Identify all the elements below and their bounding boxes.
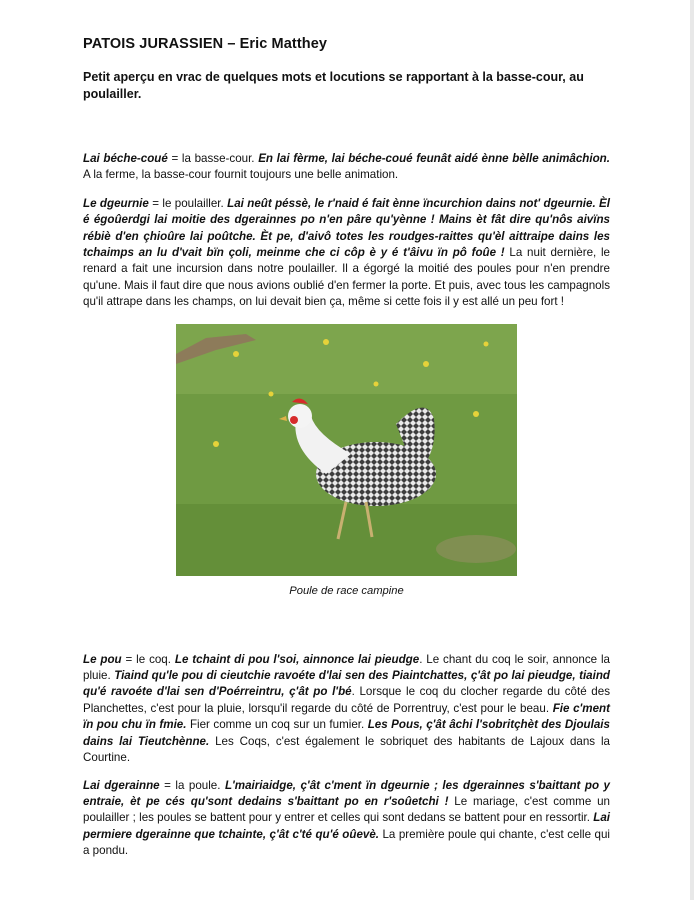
entry-patois: Lai neût péssè, le r'naid é fait ènne ïncurchion dains not' dgeurnie. Èl é égoûerdgi lai moitie des dgerainnes po n'en pâre qu'yènne ! Mains èt fât dire qu'nôs aivïns rébiè d'en çhioûre lai poûtche. Èt pe, d'aivô totes les roudges-raittes qu'èl aittraipe dains les tchaimps an lu d'vait bïn çoli, meinme che ci côp è y é t'âivu ïn pô foûe ! [83, 196, 610, 260]
translation-segment: . Lorsque le coq du clocher regarde du côté des Planchettes, c'est pour la pluie, lorsqu'il regarde du côté de Porrentruy, c'est pour le beau. [83, 685, 610, 715]
entry-term: Le dgeurnie [83, 196, 149, 210]
entry-text [83, 653, 610, 764]
hen-photo [176, 324, 517, 576]
patois-segment: Lai permiere dgerainne que tchainte, ç'ât c'té qu'é oûevè. [83, 811, 610, 841]
entry-translation: La nuit dernière, le renard a fait une incursion dans notre poulailler. Il a égorgé la moitié des poules pour n'en prendre qu'une. Mais il faut dire que nous avions oublié d'en fermer la porte. Et puis, avec tous les campagnols qu'il attrape dans les champs, on lui devait bien ça, même si cette fois il y est allé un peu fort ! [83, 246, 611, 309]
document-title: PATOIS JURASSIEN – Eric Matthey [83, 36, 328, 52]
entry-term: Lai dgerainne [83, 778, 160, 792]
entry-patois: En lai fèrme, lai béche-coué feunât aidé ènne bèlle animâchion. [258, 152, 610, 165]
translation-segment: Le mariage, c'est comme un poulailler ; les poules se battent pour y entrer et celles qui sont dedans se battent pour en ressortir. [83, 794, 610, 825]
translation-segment: Les Coqs, c'est également le sobriquet des habitants de Lajoux dans la Courtine. [83, 734, 610, 765]
entry-meaning: le poulailler. [162, 196, 228, 210]
translation-segment: le coq. [136, 652, 175, 666]
patois-segment: L'mairiaidge, ç'ât c'ment ïn dgeurnie ; les dgerainnes s'baittant po y entraie, èt pe cés qu'sont dedains s'baittant po en r'soûetchi ! [83, 778, 610, 808]
entry-separator: = [167, 152, 182, 165]
figure-caption: Poule de race campine [289, 584, 404, 597]
entry-separator: = [159, 778, 176, 792]
entry-basse-cour [83, 151, 610, 184]
translation-segment: la poule. [175, 778, 225, 792]
intro-paragraph: Petit aperçu en vrac de quelques mots et locutions se rapportant à la basse-cour, au poulailler. [83, 70, 584, 101]
entry-term: Lai béche-coué [83, 152, 168, 165]
entry-meaning: la basse-cour. [181, 152, 259, 165]
patois-segment: Tiaind qu'le pou di cieutchie ravoéte d'lai sen des Piaintchattes, ç'ât po lai pieudge, tiaind qu'é ravoéte d'lai sen d'Poérreintru, ç'ât po l'bé [83, 669, 610, 699]
figure [83, 324, 610, 597]
entry-poule [83, 778, 610, 860]
page-edge [690, 0, 694, 900]
entry-separator: = [121, 652, 137, 666]
entry-poulailler [83, 196, 610, 311]
entry-separator: = [148, 196, 163, 210]
entry-term: Le pou [83, 652, 122, 666]
patois-segment: Fie c'ment ïn pou chu ïn fmie. [83, 701, 610, 732]
entry-translation: A la ferme, la basse-cour fournit toujours une belle animation. [83, 168, 399, 182]
translation-segment: Fier comme un coq sur un fumier. [186, 718, 368, 732]
patois-segment: Le tchaint di pou l'soi, ainnonce lai pieudge [174, 652, 420, 666]
patois-segment: Les Pous, ç'ât âchi l'sobritçhèt des Djoulais dains lai Tieutchènne. [83, 718, 610, 748]
translation-segment: . Le chant du coq le soir, annonce la pluie. [83, 652, 611, 683]
entry-coq [83, 652, 610, 767]
document-content [83, 36, 610, 860]
translation-segment: La première poule qui chante, c'est celle qui a pondu. [83, 827, 610, 858]
